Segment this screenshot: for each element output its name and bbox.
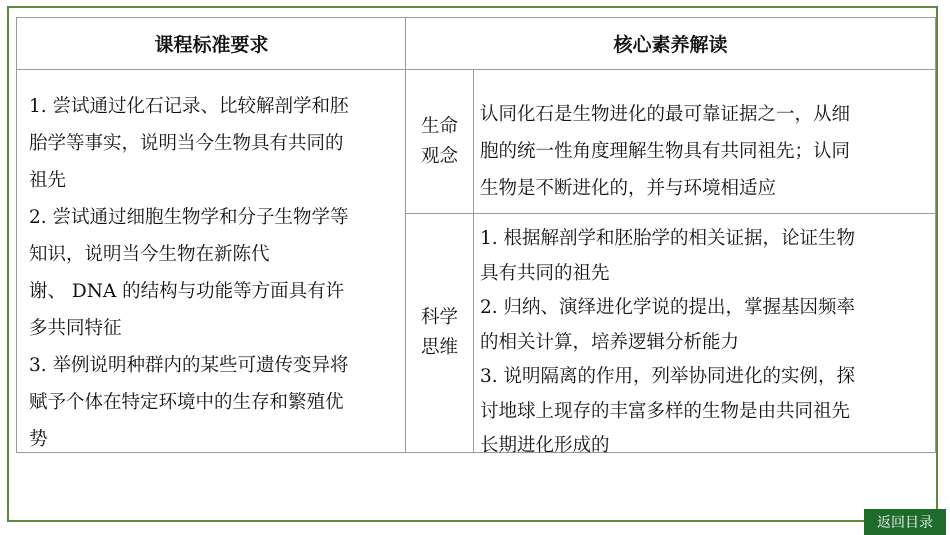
life-concept-text: 认同化石是生物进化的最可靠证据之一，从细 胞的统一性角度理解生物具有共同祖先；认同 生物是不断进化的，并与环境相适应 <box>480 104 851 199</box>
header-core-literacy: 核心素养解读 <box>406 18 935 70</box>
header-curriculum-standard: 课程标准要求 <box>17 18 406 70</box>
label-scientific-thinking: 科学 思维 <box>420 307 458 358</box>
requirements-text: 1. 尝试通过化石记录、比较解剖学和胚 胎学等事实，说明当今生物具有共同的 祖先 2. 尝试通过细胞生物学和分子生物学等 知识，说明当今生物在新陈代 谢、 DNA 的结构与功能等方面具有许 多共同特征 3. 举例说明种群内的某些可遗传变异将 赋予个体在特定环境中的生存和繁殖优 势 <box>29 96 349 450</box>
scientific-thinking-text: 1. 根据解剖学和胚胎学的相关证据，论证生物 具有共同的祖先 2. 归纳、演绎进化学说的提出，掌握基因频率 的相关计算，培养逻辑分析能力 3. 说明隔离的作用，列举协同进化的实例，探 讨地球上现存的丰富多样的生物是由共同祖先 长期进化形成的 <box>480 228 856 456</box>
curriculum-table <box>16 17 936 456</box>
row-divider <box>406 213 935 214</box>
label-column-divider <box>473 70 474 452</box>
label-life-concept: 生命 观念 <box>420 115 458 167</box>
back-to-contents-button[interactable]: 返回目录 <box>864 509 946 535</box>
